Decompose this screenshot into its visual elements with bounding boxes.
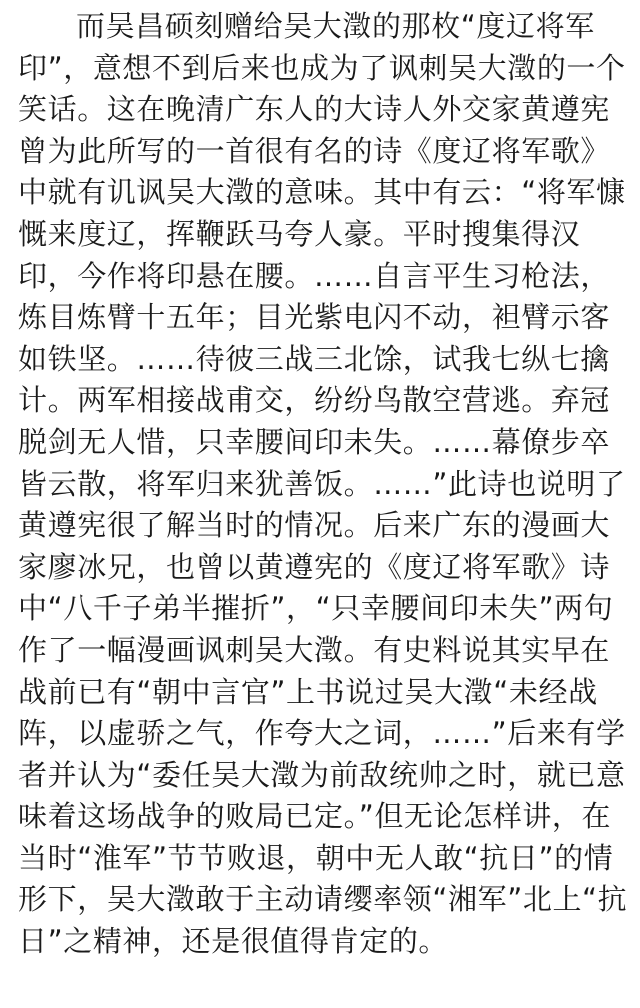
text-line-19: 者并认为“委任吴大澂为前敌统帅之时，就已意	[18, 757, 626, 792]
text-line-9: 如铁坚。……待彼三战三北馀，试我七纵七擒	[18, 341, 611, 376]
text-line-7: 印，今作将印悬在腰。……自言平生习枪法，	[18, 258, 611, 293]
text-line-1: 而吴昌硕刻赠给吴大澂的那枚“度辽将军	[76, 9, 595, 43]
text-line-3: 笑话。这在晚清广东人的大诗人外交家黄遵宪	[18, 92, 611, 127]
text-line-22: 形下，吴大澂敢于主动请缨率领“湘军”北上“抗	[18, 882, 628, 917]
text-line-20: 味着这场战争的败局已定。”但无论怎样讲，在	[18, 799, 612, 834]
text-line-11: 脱剑无人惜，只幸腰间印未失。……幕僚步卒	[18, 424, 611, 459]
text-line-6: 慨来度辽，挥鞭跃马夸人豪。平时搜集得汉	[18, 216, 581, 251]
text-line-8: 炼目炼臂十五年；目光紫电闪不动，袒臂示客	[18, 300, 611, 335]
text-line-18: 阵，以虚骄之气，作夸大之词，……”后来有学	[18, 716, 626, 751]
text-line-4: 曾为此所写的一首很有名的诗《度辽将军歌》	[18, 133, 611, 168]
text-line-2: 印”，意想不到后来也成为了讽刺吴大澂的一个	[18, 50, 626, 85]
text-line-16: 作了一幅漫画讽刺吴大澂。有史料说其实早在	[18, 632, 611, 667]
text-line-21: 当时“淮军”节节败退，朝中无人敢“抗日”的情	[18, 840, 614, 875]
text-line-13: 黄遵宪很了解当时的情况。后来广东的漫画大	[18, 508, 611, 543]
text-line-10: 计。两军相接战甫交，纷纷鸟散空营逃。弃冠	[18, 383, 611, 418]
text-line-5: 中就有讥讽吴大澂的意味。其中有云：“将军慷	[18, 175, 626, 210]
text-line-23: 日”之精神，还是很值得肯定的。	[18, 924, 449, 959]
text-line-14: 家廖冰兄，也曾以黄遵宪的《度辽将军歌》诗	[18, 549, 611, 584]
text-line-15: 中“八千子弟半摧折”，“只幸腰间印未失”两句	[18, 591, 614, 626]
text-line-12: 皆云散，将军归来犹善饭。……”此诗也说明了	[18, 466, 626, 501]
text-line-17: 战前已有“朝中言官”上书说过吴大澂“未经战	[18, 674, 598, 709]
